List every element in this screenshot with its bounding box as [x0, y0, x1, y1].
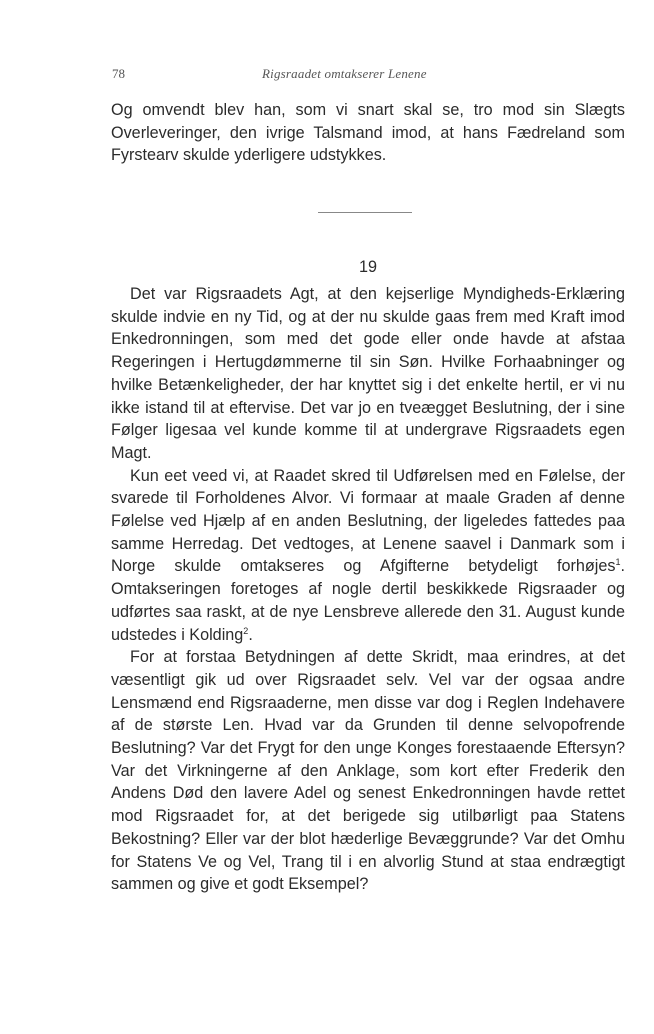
paragraph-2-part-1: Kun eet veed vi, at Raadet skred til Udførelsen med en Følelse, der svarede til Forholdenes Alvor. Vi formaar at maale Graden af denne Følelse ved Hjælp af en anden Beslutning, der ligeledes fattedes paa samme Herredag. Det vedtoges, at Lenene saavel i Danmark som i Norge skulde omtakseres og Afgifterne betydeligt forhøjes	[111, 466, 625, 576]
intro-paragraph: Og omvendt blev han, som vi snart skal se, tro mod sin Slægts Overleveringer, den ivrige Talsmand imod, at hans Fædreland som Fyrstearv skulde yderligere udstykkes.	[111, 101, 625, 165]
page-number: 78	[112, 66, 125, 81]
section-number: 19	[358, 258, 377, 276]
paragraph-1: Det var Rigsraadets Agt, at den kejserlige Myndigheds-Erklæring skulde indvie en ny Tid, og at der nu skulde gaas frem med Kraft imod Enkedronningen, som med det gode eller onde havde at afstaa Regeringen i Hertugdømmerne til sin Søn. Hvilke Forhaabninger og hvilke Betænkeligheder, der har knyttet sig i det enkelte hertil, er vi nu ikke istand til at eftervise. Det var jo en tveægget Beslutning, der i sine Følger ligesaa vel kunde komme til at undergrave Rigsraadets egen Magt.	[111, 285, 625, 462]
running-title: Rigsraadet omtakserer Lenene	[262, 66, 427, 81]
section-divider	[318, 212, 412, 213]
paragraph-2-part-2: . Omtakseringen foretoges af nogle dertil beskikkede Rigsraader og udførtes saa raskt, at de nye Lensbreve allerede den 31. August kunde udstedes i Kolding	[111, 557, 625, 644]
paragraph-2-part-3: .	[248, 625, 253, 644]
paragraph-2	[111, 465, 625, 647]
running-header	[112, 66, 624, 86]
footnote-marker-2[interactable]: 2	[243, 625, 249, 636]
section-body	[111, 283, 625, 896]
paragraph-3: For at forstaa Betydningen af dette Skridt, maa erindres, at det væsentligt gik ud over Rigsraadet selv. Vel var der ogsaa andre Lensmænd end Rigsraaderne, men disse var dog i Reglen Indehavere af de største Len. Hvad var da Grunden til denne selvopofrende Beslutning? Var det Frygt for den unge Konges forestaaende Eftersyn? Var det Virkningerne af den Anklage, som kort efter Frederik den Andens Død den lavere Adel og senest Enkedronningen havde rettet mod Rigsraadet for, at det berigede sig utilbørligt paa Statens Bekostning? Eller var der blot hæderlige Bevæggrunde? Var det Omhu for Statens Ve og Vel, Trang til i en alvorlig Stund at staa endrægtigt sammen og give et godt Eksempel?	[111, 648, 625, 894]
intro-text	[111, 99, 625, 167]
footnote-marker-1[interactable]: 1	[615, 557, 621, 568]
